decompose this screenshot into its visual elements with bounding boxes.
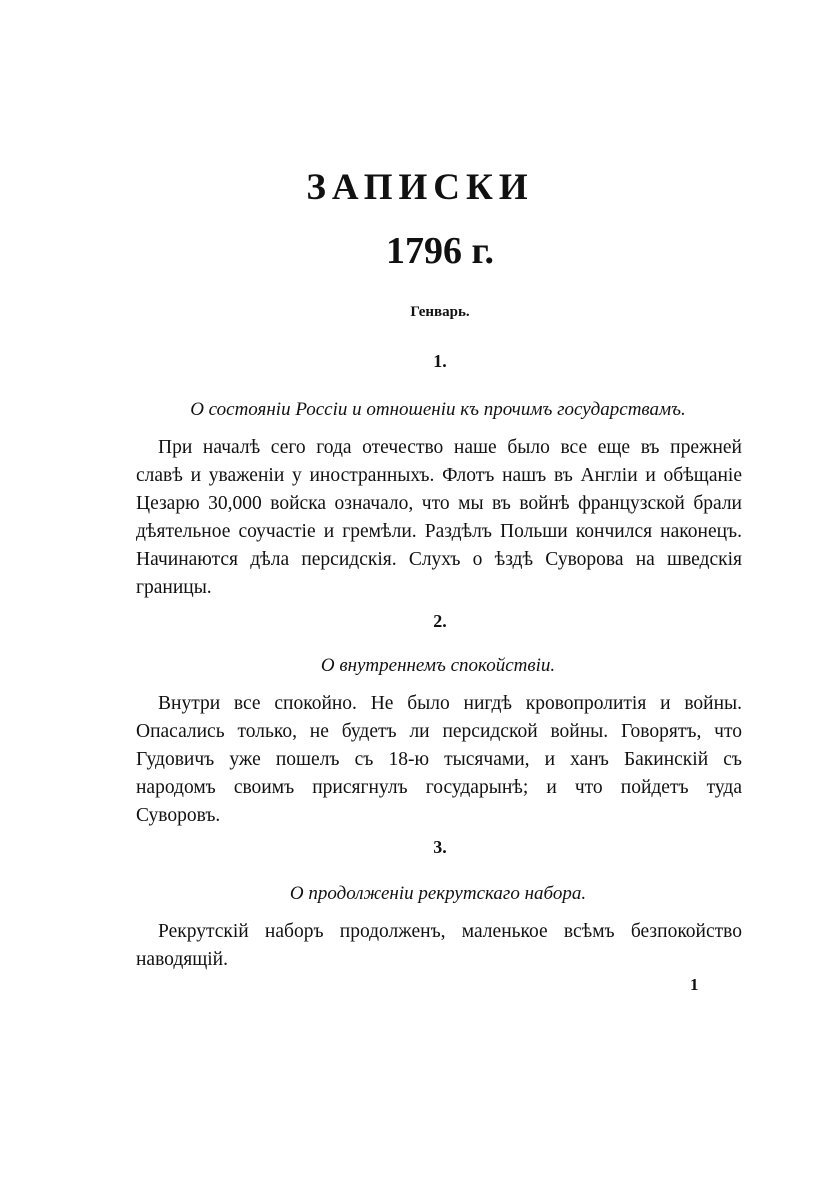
section-paragraph: Внутри все спокойно. Не было нигдѣ кровопролитія и войны. Опасались только, не будетъ ли персидской войны. Говорятъ, что Гудовичъ уже пошелъ съ 18-ю тысячами, и ханъ Бакинскій съ народомъ своимъ присягнулъ государынѣ; и что пойдетъ туда Суворовъ. [136, 693, 742, 826]
section-number: 3. [433, 837, 447, 857]
page-number: 1 [690, 975, 699, 994]
section-number: 1. [433, 351, 447, 371]
section-paragraph: Рекрутскій наборъ продолженъ, маленькое всѣмъ безпокойство наводящій. [136, 921, 742, 970]
document-title: ЗАПИСКИ [306, 167, 534, 208]
section-number: 2. [433, 611, 447, 631]
section-paragraph: При началѣ сего года отечество наше было все еще въ прежней славѣ и уваженіи у иностранныхъ. Флотъ нашъ въ Англіи и обѣщаніе Цезарю 30,000 войска означало, что мы въ войнѣ французской брали дѣятельное соучастіе и гремѣли. Раздѣлъ Польши кончился наконецъ. Начинаются дѣла персидскія. Слухъ о ѣздѣ Суворова на шведскія границы. [136, 437, 742, 598]
section-heading: О состояніи Россіи и отношеніи къ прочимъ государствамъ. [190, 399, 686, 420]
document-year: 1796 г. [386, 230, 494, 272]
section-heading: О внутреннемъ спокойствіи. [320, 655, 556, 676]
month-heading: Генварь. [410, 304, 470, 320]
section-heading: О продолженіи рекрутскаго набора. [289, 883, 587, 904]
